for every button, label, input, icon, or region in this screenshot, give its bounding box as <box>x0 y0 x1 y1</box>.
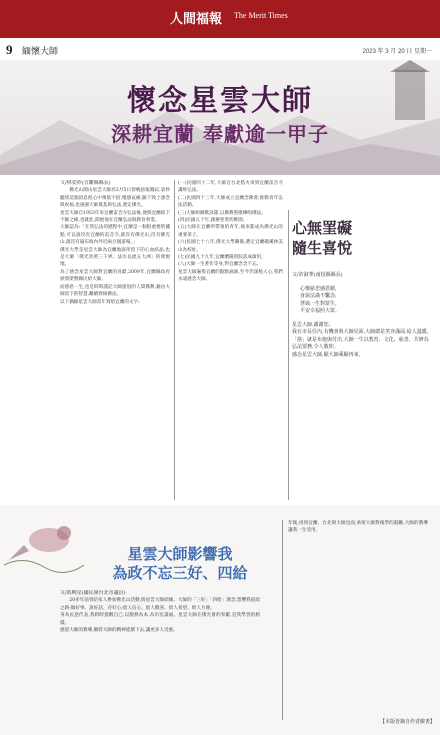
article-title: 懷念星雲大師 <box>126 83 313 117</box>
article2-title-line: 為政不忘三好、四給 <box>112 564 248 582</box>
article-text: (一)民國四十二年,大師自台北搭火車到宜蘭雷音寺講經弘法。 (二)民國四十三年,大師成立宜蘭念佛會,推動青年弘法活動。 (三)大師組織歌詠隊,以佛教聖歌傳唱佛法。 (四)民國五十年,創辦慈愛幼稚園。 (五)大師在宜蘭所帶領的青年,後來都成為佛光山的重要弟子。 (六)民國七十八年,佛光大學籌備,選定宜蘭礁溪林美山為校址。 (七)民國九十九年,宜蘭蘭陽別院落成啟用。 (八)大師一生著作等身,對宜蘭念念不忘。 星雲大師遍佈宜蘭的點點滴滴,至今仍深植人心,我們永遠感念大師。 <box>178 181 283 283</box>
masthead-logo: 人間福報 <box>170 12 223 27</box>
box-body <box>292 272 432 359</box>
article2-col-1 <box>60 590 260 720</box>
box-text: 星雲大師,謝謝您。 我在市長任內,有機會與大師見面,大師總是笑容滿面,給人溫暖。 「捨」就是布施與付出,大師一生以教育、文化、慈善、共修為弘法要務,令人敬仰。 感念星雲大師,願大師乘願再來。 <box>292 321 432 358</box>
article2-title-line: 星雲大師影響我 <box>127 545 233 563</box>
page-number: 9 <box>6 42 13 57</box>
article2-text-note: 年後,再到宜蘭、台北與大師見面,承蒙大師對後學的鼓勵,大師的教導讓我一生受用。 <box>288 521 428 534</box>
column-divider <box>288 210 289 500</box>
page-header <box>0 42 440 61</box>
source-note: 【本版皆摘自作者臉書】 <box>380 719 436 725</box>
masthead-logo-en: The Merit Times <box>234 11 288 20</box>
article2-col-2 <box>288 520 428 715</box>
masthead-bar <box>0 0 440 38</box>
poem: 心懷慈悲感恩願, 身說法滿不繫念; 慧風一生對眾生, 平安幸福照大眾。 <box>300 285 341 314</box>
box-title-line: 隨生喜悅 <box>292 239 353 257</box>
box-title-line: 心無罣礙 <box>292 219 353 237</box>
byline: 文/許淑華(南投縣縣長) <box>292 272 343 278</box>
article-text: 佛光山開山星雲大師於2月5日傍晚捨報圓寂,姿妙聽到這個消息很心中萬般不捨,懷感哀痛,隨下致上感念與祝福,也感謝大師奠基與弘法,奠定佛光。 星雲大師自1953年來宜蘭雷音寺弘法後,便與宜蘭結下不解之緣,也就此,開展他在宜蘭弘法與教育事業。 大師認為:「在我弘法的歷程中,宜蘭是一個很重要的據點,可以說沒有宜蘭的雷音寺,就沒有佛光山;沒有佛光山,就沒有遍布海內外近兩百個道場。」 佛光大學是星雲大師為宜蘭地區所留下的心血結晶,也是大師「佛光普照三千界、法水長流五大洲」的發源地。 為了感念星雲大師對宜蘭的貢獻,2009年,宜蘭縣政府頒發榮譽縣民給大師。 而感恩一生,也是時時謹記大師提倡的人間佛教,藉由大師留下的智慧,繼續發揚佛法。 以下擷錄星雲大師當年寫給宜蘭的文字: <box>60 188 170 305</box>
byline: 文/林姿妙(宜蘭縣縣長) <box>60 180 111 186</box>
article2-text: 20多年前曾陪家人參加佛光山活動,與星雲大師結緣。大師的「三好」「四給」理念,影響我從政之路:做好事、說好話、存好心;給人信心、給人歡喜、給人希望、給人方便。 身為民意代表,我時時提醒自己,以服務為本,為市民謀福。星雲大師在佛光會的奉獻,是我學習的榜樣。 感恩大師的教導,願將大師的精神延續下去,讓更多人受惠。 <box>60 598 260 634</box>
article-col-2 <box>178 180 283 500</box>
section-name: 緬懷大師 <box>22 47 59 57</box>
article-subtitle: 深耕宜蘭 奉獻逾一甲子 <box>111 122 329 146</box>
article2-title <box>80 545 280 583</box>
column-divider <box>282 520 283 720</box>
bird-illustration <box>4 505 84 585</box>
issue-date: 2023 年 3 月 20 日 星期一 <box>362 49 432 55</box>
hero-banner <box>0 60 440 175</box>
box-title <box>292 218 432 258</box>
column-divider <box>174 180 175 500</box>
byline: 文/馮曉星(國民黨台北市議員) <box>60 590 126 596</box>
article-col-1 <box>60 180 170 505</box>
